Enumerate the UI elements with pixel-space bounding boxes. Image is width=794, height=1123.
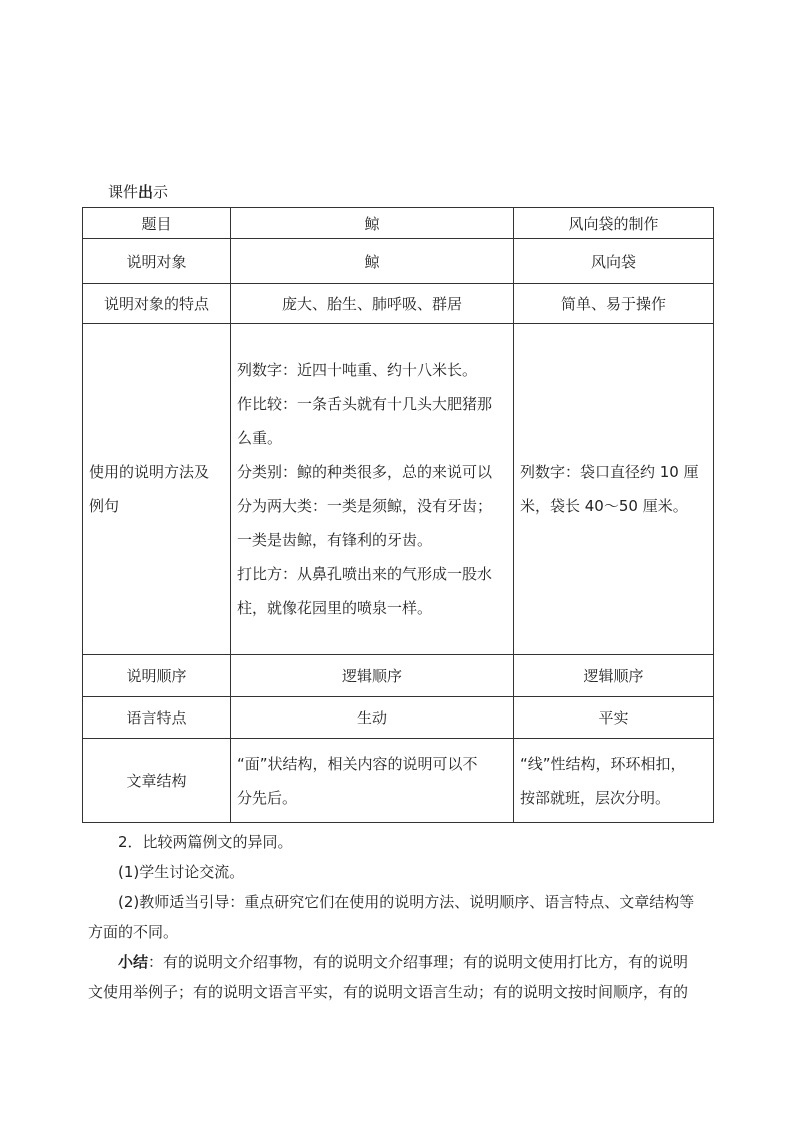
text-line: 一类是齿鲸，有锋利的牙齿。 bbox=[237, 531, 433, 549]
paragraph-guide-line1: (2)教师适当引导：重点研究它们在使用的说明方法、说明顺序、语言特点、文章结构等 bbox=[118, 893, 695, 911]
caption-suffix: 示 bbox=[153, 183, 169, 201]
text-line: 列数字：袋口直径约 10 厘 bbox=[520, 463, 699, 481]
comparison-table bbox=[82, 207, 714, 823]
summary-label: 小结 bbox=[118, 953, 149, 971]
summary-line1 bbox=[88, 947, 718, 977]
caption-bold: 出 bbox=[138, 183, 154, 201]
paragraph-guide-line2: 方面的不同。 bbox=[88, 923, 179, 941]
text-line: 分为两大类：一类是须鲸，没有牙齿； bbox=[237, 497, 493, 515]
row-label: 说明对象 bbox=[83, 239, 231, 284]
paragraph-compare: 2．比较两篇例文的异同。 bbox=[118, 833, 293, 851]
text-line: 分先后。 bbox=[237, 788, 298, 807]
text-line: 打比方：从鼻孔喷出来的气形成一股水 bbox=[237, 565, 493, 583]
cell-whale: 逻辑顺序 bbox=[231, 655, 514, 697]
text-line: “线”性结构，环环相扣， bbox=[520, 754, 686, 773]
cell-whale bbox=[231, 739, 514, 823]
table-row bbox=[83, 697, 714, 739]
cell-whale: 庞大、胎生、肺呼吸、群居 bbox=[231, 284, 514, 324]
text-line: 作比较：一条舌头就有十几头大肥猪那 bbox=[237, 395, 493, 413]
row-label: 语言特点 bbox=[83, 697, 231, 739]
row-label bbox=[83, 324, 231, 655]
table-row bbox=[83, 739, 714, 823]
text-line: 分类别：鲸的种类很多，总的来说可以 bbox=[237, 463, 493, 481]
text-line: 米，袋长 40～50 厘米。 bbox=[520, 497, 688, 515]
text-line: “面”状结构，相关内容的说明可以不 bbox=[237, 754, 478, 773]
cell-whale: 生动 bbox=[231, 697, 514, 739]
label-line: 使用的说明方法及 bbox=[89, 463, 210, 481]
caption-prefix: 课件 bbox=[108, 183, 139, 201]
cell-windsock: 平实 bbox=[514, 697, 714, 739]
cell-whale: 鲸 bbox=[231, 239, 514, 284]
body-paragraphs bbox=[88, 827, 718, 1007]
header-cell: 题目 bbox=[83, 208, 231, 239]
text-line: 列数字：近四十吨重、约十八米长。 bbox=[237, 361, 478, 379]
row-label: 文章结构 bbox=[83, 739, 231, 823]
summary-text: ：有的说明文介绍事物，有的说明文介绍事理；有的说明文使用打比方，有的说明 bbox=[148, 953, 689, 971]
table-row bbox=[83, 324, 714, 655]
paragraph-discuss: (1)学生讨论交流。 bbox=[118, 863, 245, 881]
cell-windsock: 风向袋 bbox=[514, 239, 714, 284]
text-line: 么重。 bbox=[237, 429, 283, 447]
summary-line2: 文使用举例子；有的说明文语言平实，有的说明文语言生动；有的说明文按时间顺序，有的 bbox=[88, 983, 689, 1001]
header-cell: 鲸 bbox=[231, 208, 514, 239]
row-label: 说明顺序 bbox=[83, 655, 231, 697]
table-row bbox=[83, 284, 714, 324]
label-line: 例句 bbox=[89, 497, 120, 515]
cell-windsock bbox=[514, 324, 714, 655]
row-label: 说明对象的特点 bbox=[83, 284, 231, 324]
text-line: 按部就班，层次分明。 bbox=[520, 788, 671, 807]
text-line: 柱，就像花园里的喷泉一样。 bbox=[237, 599, 433, 617]
cell-whale bbox=[231, 324, 514, 655]
cell-windsock: 逻辑顺序 bbox=[514, 655, 714, 697]
table-header-row bbox=[83, 208, 714, 239]
cell-windsock bbox=[514, 739, 714, 823]
cell-windsock: 简单、易于操作 bbox=[514, 284, 714, 324]
table-row bbox=[83, 655, 714, 697]
caption bbox=[108, 181, 168, 203]
table-row bbox=[83, 239, 714, 284]
header-cell: 风向袋的制作 bbox=[514, 208, 714, 239]
